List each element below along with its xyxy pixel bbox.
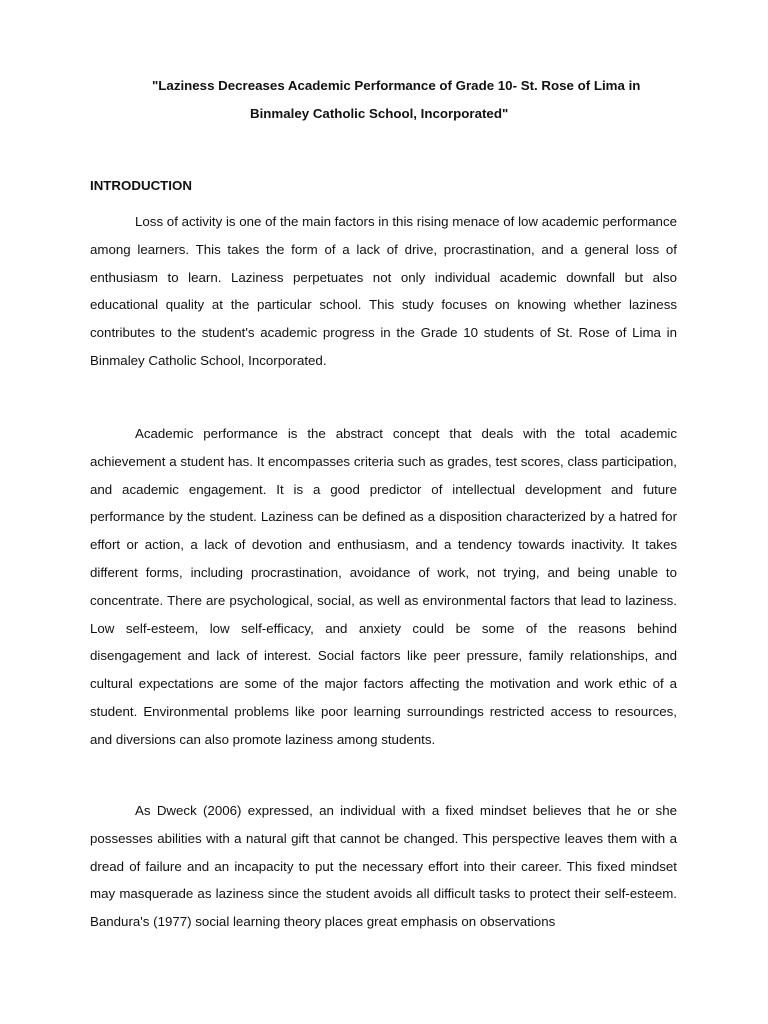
paragraph-2: Academic performance is the abstract concept that deals with the total academic achievement a student has. It encompasses criteria such as grades, test scores, class participation, and academic engagement. It is a good predictor of intellectual development and future performance by the student. Laziness can be defined as a disposition characterized by a hatred for effort or action, a lack of devotion and enthusiasm, and a tendency towards inactivity. It takes different forms, including procrastination, avoidance of work, not trying, and being unable to concentrate. There are psychological, social, as well as environmental factors that lead to laziness. Low self-esteem, low self-efficacy, and anxiety could be some of the reasons behind disengagement and lack of interest. Social factors like peer pressure, family relationships, and cultural expectations are some of the major factors affecting the motivation and work ethic of a student. Environmental problems like poor learning surroundings restricted access to resources, and diversions can also promote laziness among students. — [90, 426, 677, 747]
paragraph-1: Loss of activity is one of the main factors in this rising menace of low academic performance among learners. This takes the form of a lack of drive, procrastination, and a general loss of enthusiasm to learn. Laziness perpetuates not only individual academic downfall but also educational quality at the particular school. This study focuses on knowing whether laziness contributes to the student's academic progress in the Grade 10 students of St. Rose of Lima in Binmaley Catholic School, Incorporated. — [90, 214, 677, 368]
paragraph-3: As Dweck (2006) expressed, an individual with a fixed mindset believes that he or she possesses abilities with a natural gift that cannot be changed. This perspective leaves them with a dread of failure and an incapacity to put the necessary effort into their career. This fixed mindset may masquerade as laziness since the student avoids all difficult tasks to protect their self-esteem. Bandura's (1977) social learning theory places great emphasis on observations — [90, 803, 677, 930]
section-heading-introduction: INTRODUCTION — [90, 178, 192, 193]
document-title-line-1: "Laziness Decreases Academic Performance of Grade 10- St. Rose of Lima in — [152, 78, 641, 93]
document-title-line-2: Binmaley Catholic School, Incorporated" — [250, 106, 509, 121]
